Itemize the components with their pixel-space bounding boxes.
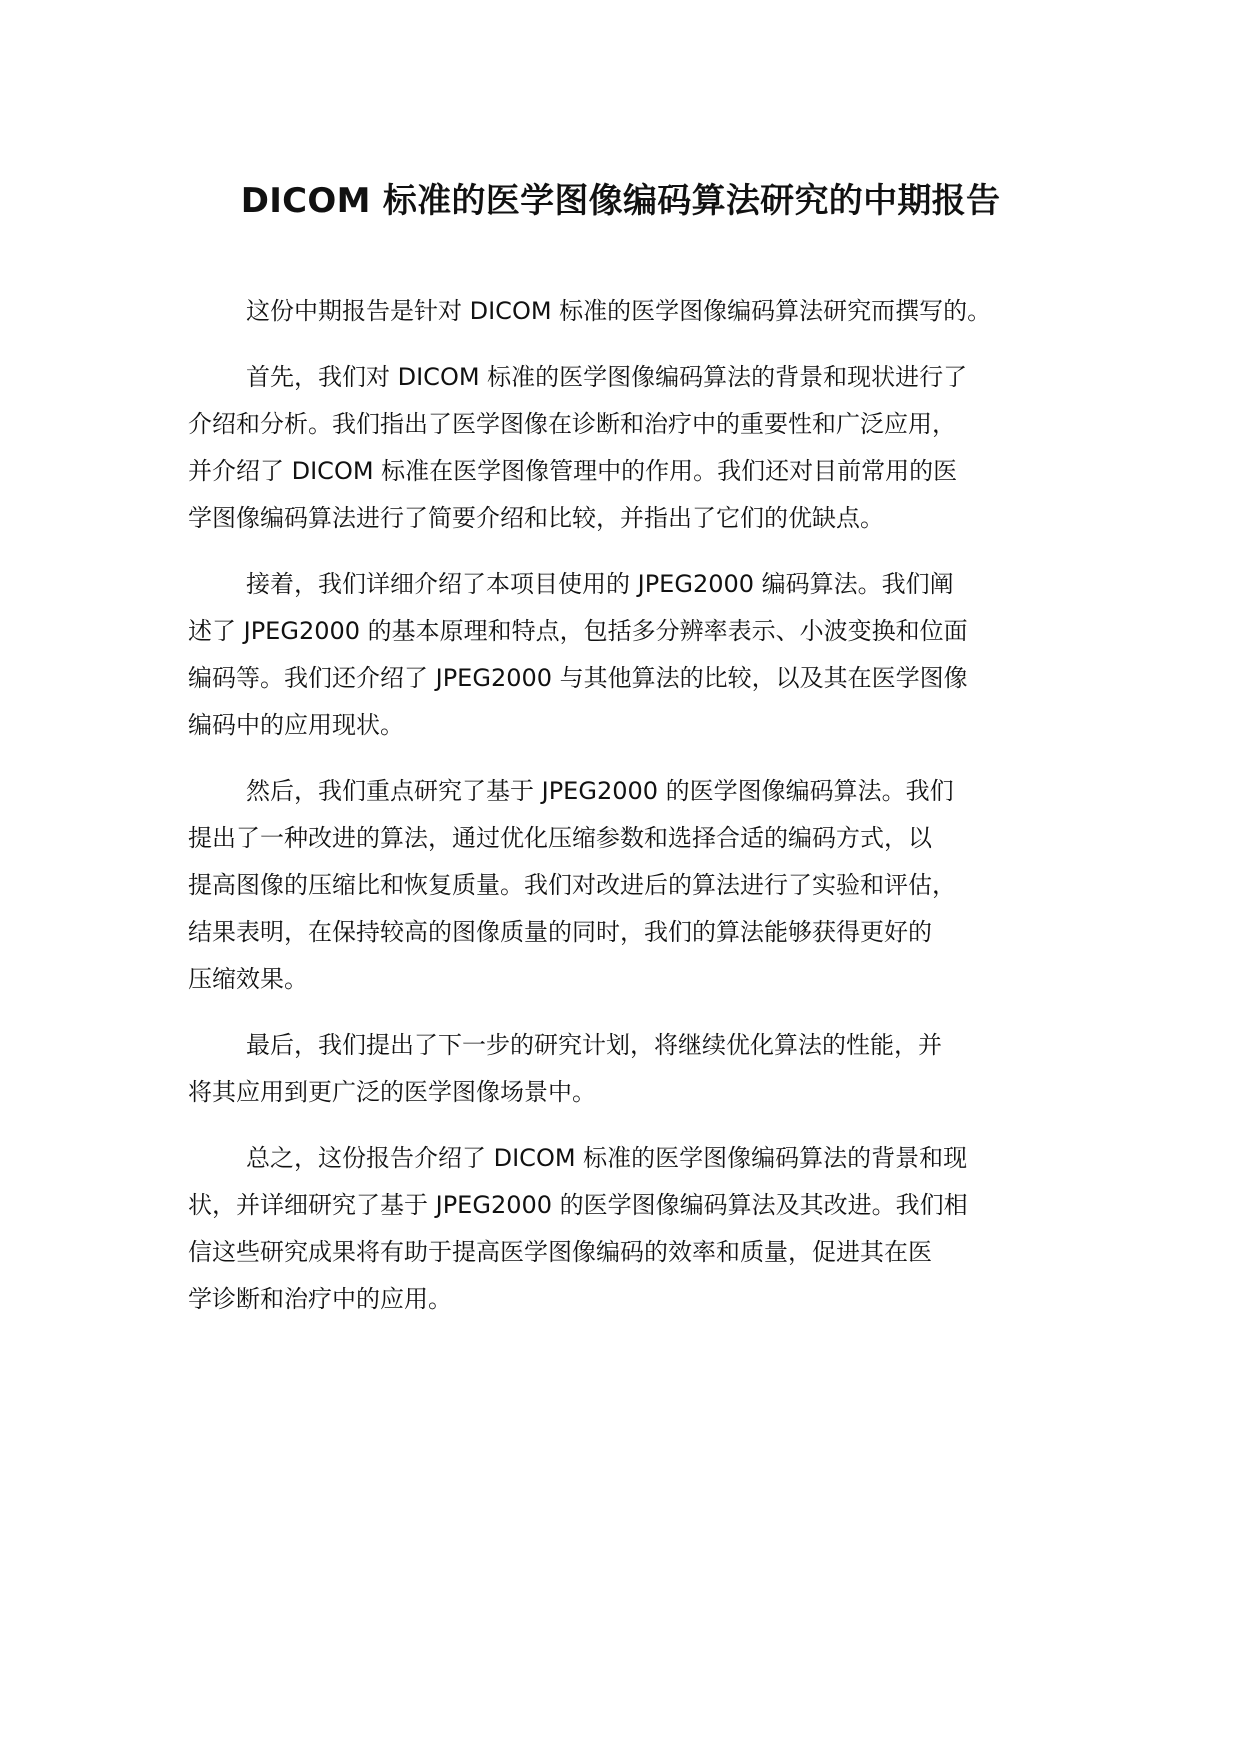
paragraph-next-steps	[188, 1022, 1083, 1116]
paragraph-line: 学诊断和治疗中的应用。	[188, 1285, 452, 1313]
paragraph-line: 这份中期报告是针对 DICOM 标准的医学图像编码算法研究而撰写的。	[246, 297, 992, 325]
paragraph-line: 压缩效果。	[188, 965, 308, 993]
document-body	[188, 288, 1083, 1342]
paragraph-line: 编码中的应用现状。	[188, 711, 404, 739]
paragraph-line: 信这些研究成果将有助于提高医学图像编码的效率和质量，促进其在医	[188, 1238, 932, 1266]
document-title: DICOM 标准的医学图像编码算法研究的中期报告	[240, 181, 1001, 221]
paragraph-conclusion	[188, 1135, 1083, 1323]
paragraph-background	[188, 354, 1083, 542]
paragraph-line: 最后，我们提出了下一步的研究计划，将继续优化算法的性能，并	[246, 1031, 942, 1059]
paragraph-line: 述了 JPEG2000 的基本原理和特点，包括多分辨率表示、小波变换和位面	[188, 617, 968, 645]
paragraph-line: 学图像编码算法进行了简要介绍和比较，并指出了它们的优缺点。	[188, 504, 884, 532]
paragraph-research	[188, 768, 1083, 1003]
paragraph-line: 然后，我们重点研究了基于 JPEG2000 的医学图像编码算法。我们	[246, 777, 954, 805]
paragraph-line: 介绍和分析。我们指出了医学图像在诊断和治疗中的重要性和广泛应用，	[188, 410, 956, 438]
paragraph-line: 提高图像的压缩比和恢复质量。我们对改进后的算法进行了实验和评估，	[188, 871, 956, 899]
paragraph-line: 首先，我们对 DICOM 标准的医学图像编码算法的背景和现状进行了	[246, 363, 968, 391]
paragraph-jpeg2000	[188, 561, 1083, 749]
paragraph-intro	[188, 288, 1083, 335]
paragraph-line: 提出了一种改进的算法，通过优化压缩参数和选择合适的编码方式，以	[188, 824, 932, 852]
paragraph-line: 接着，我们详细介绍了本项目使用的 JPEG2000 编码算法。我们阐	[246, 570, 954, 598]
paragraph-line: 将其应用到更广泛的医学图像场景中。	[188, 1078, 596, 1106]
paragraph-line: 总之，这份报告介绍了 DICOM 标准的医学图像编码算法的背景和现	[246, 1144, 968, 1172]
paragraph-line: 并介绍了 DICOM 标准在医学图像管理中的作用。我们还对目前常用的医	[188, 457, 958, 485]
paragraph-line: 结果表明，在保持较高的图像质量的同时，我们的算法能够获得更好的	[188, 918, 932, 946]
paragraph-line: 编码等。我们还介绍了 JPEG2000 与其他算法的比较，以及其在医学图像	[188, 664, 968, 692]
paragraph-line: 状，并详细研究了基于 JPEG2000 的医学图像编码算法及其改进。我们相	[188, 1191, 968, 1219]
